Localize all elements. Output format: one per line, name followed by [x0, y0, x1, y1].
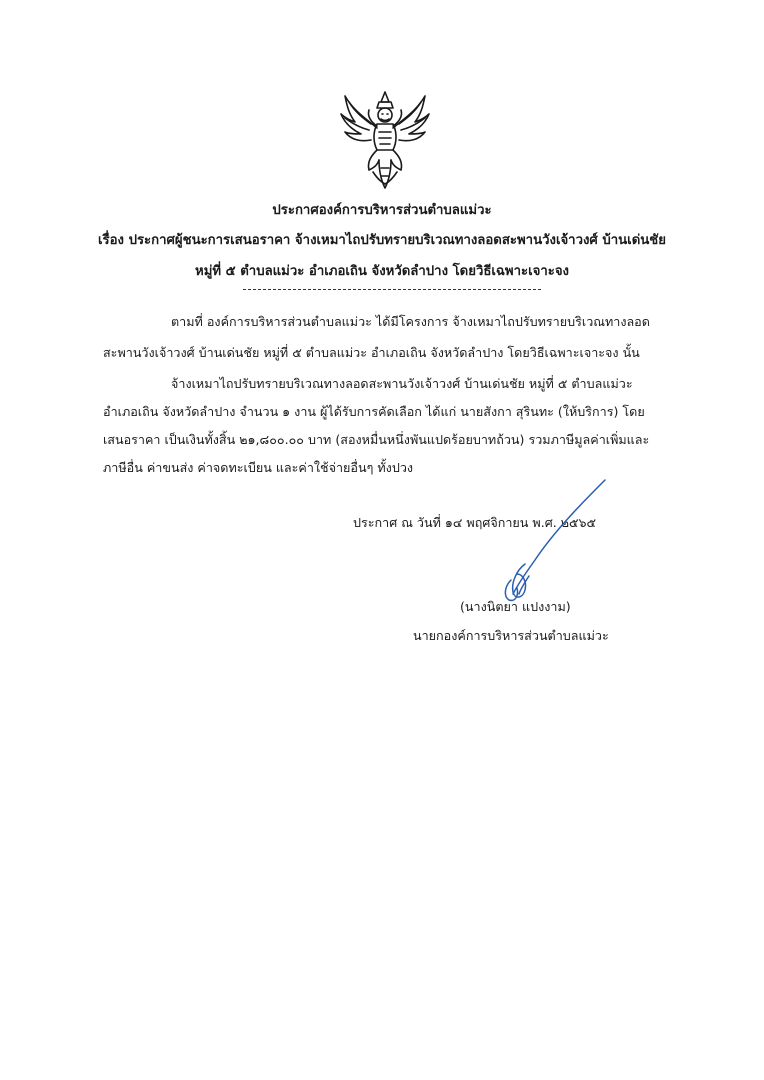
heading-divider — [243, 289, 541, 290]
garuda-emblem-icon — [335, 88, 435, 192]
body-paragraph-1-line-1: ตามที่ องค์การบริหารส่วนตำบลแม่วะ ได้มีโครงการ จ้างเหมาไถปรับทรายบริเวณทางลอด — [171, 314, 650, 329]
body-paragraph-2-line-4: ภาษีอื่น ค่าขนส่ง ค่าจดทะเบียน และค่าใช้จ่ายอื่นๆ ทั้งปวง — [103, 460, 414, 475]
body-paragraph-1-line-2: สะพานวังเจ้าวงศ์ บ้านเด่นชัย หมู่ที่ ๕ ตำบลแม่วะ อำเภอเถิน จังหวัดลำปาง โดยวิธีเฉพาะเจาะจง นั้น — [103, 345, 640, 360]
document-subject: เรื่อง ประกาศผู้ชนะการเสนอราคา จ้างเหมาไถปรับทรายบริเวณทางลอดสะพานวังเจ้าวงศ์ บ้านเด่นชัย — [98, 233, 666, 248]
body-paragraph-2-line-1: จ้างเหมาไถปรับทรายบริเวณทางลอดสะพานวังเจ้าวงศ์ บ้านเด่นชัย หมู่ที่ ๕ ตำบลแม่วะ — [171, 376, 633, 391]
body-paragraph-2-line-2: อำเภอเถิน จังหวัดลำปาง จำนวน ๑ งาน ผู้ได้รับการคัดเลือก ได้แก่ นายสังกา สุรินทะ (ให้บริการ) โดย — [103, 404, 645, 419]
document-subject-continued: หมู่ที่ ๕ ตำบลแม่วะ อำเภอเถิน จังหวัดลำปาง โดยวิธีเฉพาะเจาะจง — [195, 264, 569, 279]
body-paragraph-2-line-3: เสนอราคา เป็นเงินทั้งสิ้น ๒๑,๘๐๐.๐๐ บาท (สองหมื่นหนึ่งพันแปดร้อยบาทถ้วน) รวมภาษีมูลค่าเพิ่มและ — [103, 432, 650, 447]
signatory-name: (นางนิตยา แปงงาม) — [460, 599, 571, 614]
document-title: ประกาศองค์การบริหารส่วนตำบลแม่วะ — [272, 203, 492, 218]
signatory-title: นายกองค์การบริหารส่วนตำบลแม่วะ — [413, 628, 609, 643]
announcement-date: ประกาศ ณ วันที่ ๑๔ พฤศจิกายน พ.ศ. ๒๕๖๕ — [353, 515, 597, 530]
